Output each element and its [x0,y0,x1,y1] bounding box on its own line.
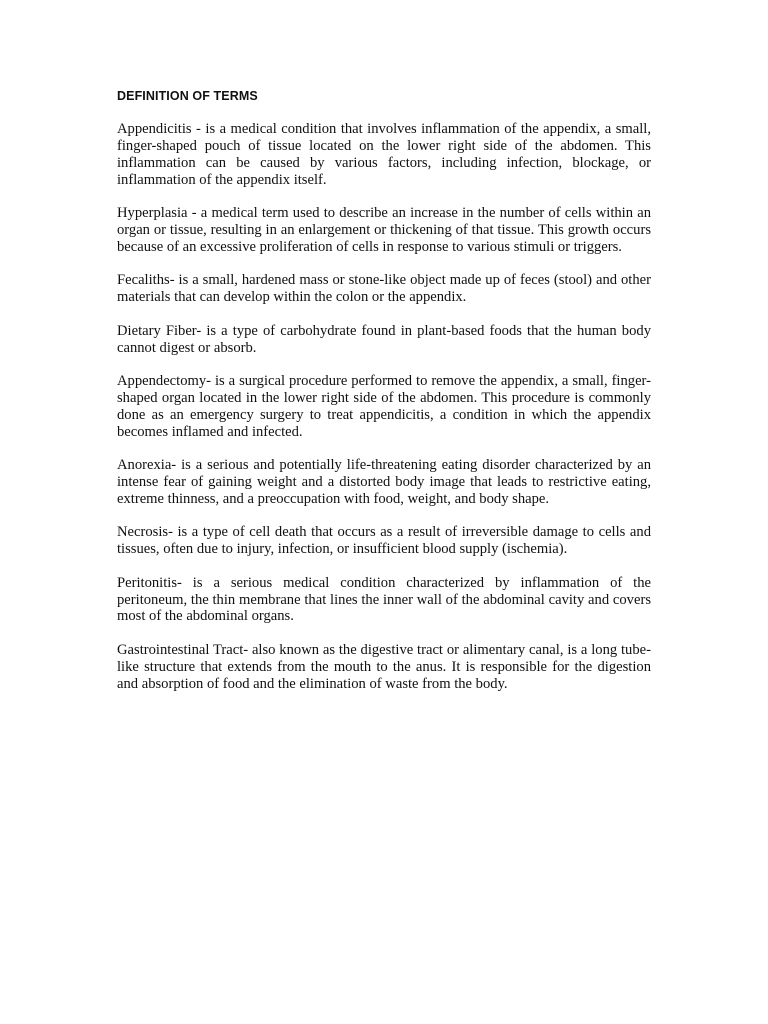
term-fecaliths: Fecaliths- is a small, hardened mass or stone-like object made up of feces (stool) and other materials that can develop within the colon or the appendix. [117,272,651,306]
term-appendectomy: Appendectomy- is a surgical procedure performed to remove the appendix, a small, finger-shaped organ located in the lower right side of the abdomen. This procedure is commonly done as an emergency surgery to treat appendicitis, a condition in which the appendix becomes inflamed and infected. [117,372,651,440]
term-gastrointestinal-tract: Gastrointestinal Tract- also known as the digestive tract or alimentary canal, is a long tube-like structure that extends from the mouth to the anus. It is responsible for the digestion and absorption of food and the elimination of waste from the body. [117,641,651,692]
term-anorexia: Anorexia- is a serious and potentially life-threatening eating disorder characterized by an intense fear of gaining weight and a distorted body image that leads to restrictive eating, extreme thinness, and a preoccupation with food, weight, and body shape. [117,457,651,507]
page-title: DEFINITION OF TERMS [117,89,258,103]
document-page [117,88,651,709]
term-necrosis: Necrosis- is a type of cell death that occurs as a result of irreversible damage to cells and tissues, often due to injury, infection, or insufficient blood supply (ischemia). [117,524,651,558]
term-hyperplasia: Hyperplasia - a medical term used to describe an increase in the number of cells within an organ or tissue, resulting in an enlargement or thickening of that tissue. This growth occurs because of an excessive proliferation of cells in response to various stimuli or triggers. [117,205,651,255]
term-peritonitis: Peritonitis- is a serious medical condition characterized by inflammation of the peritoneum, the thin membrane that lines the inner wall of the abdominal cavity and covers most of the abdominal organs. [117,574,651,625]
term-dietary-fiber: Dietary Fiber- is a type of carbohydrate found in plant-based foods that the human body cannot digest or absorb. [117,322,651,356]
term-appendicitis: Appendicitis - is a medical condition that involves inflammation of the appendix, a small, finger-shaped pouch of tissue located on the lower right side of the abdomen. This inflammation can be caused by various factors, including infection, blockage, or inflammation of the appendix itself. [117,121,651,188]
